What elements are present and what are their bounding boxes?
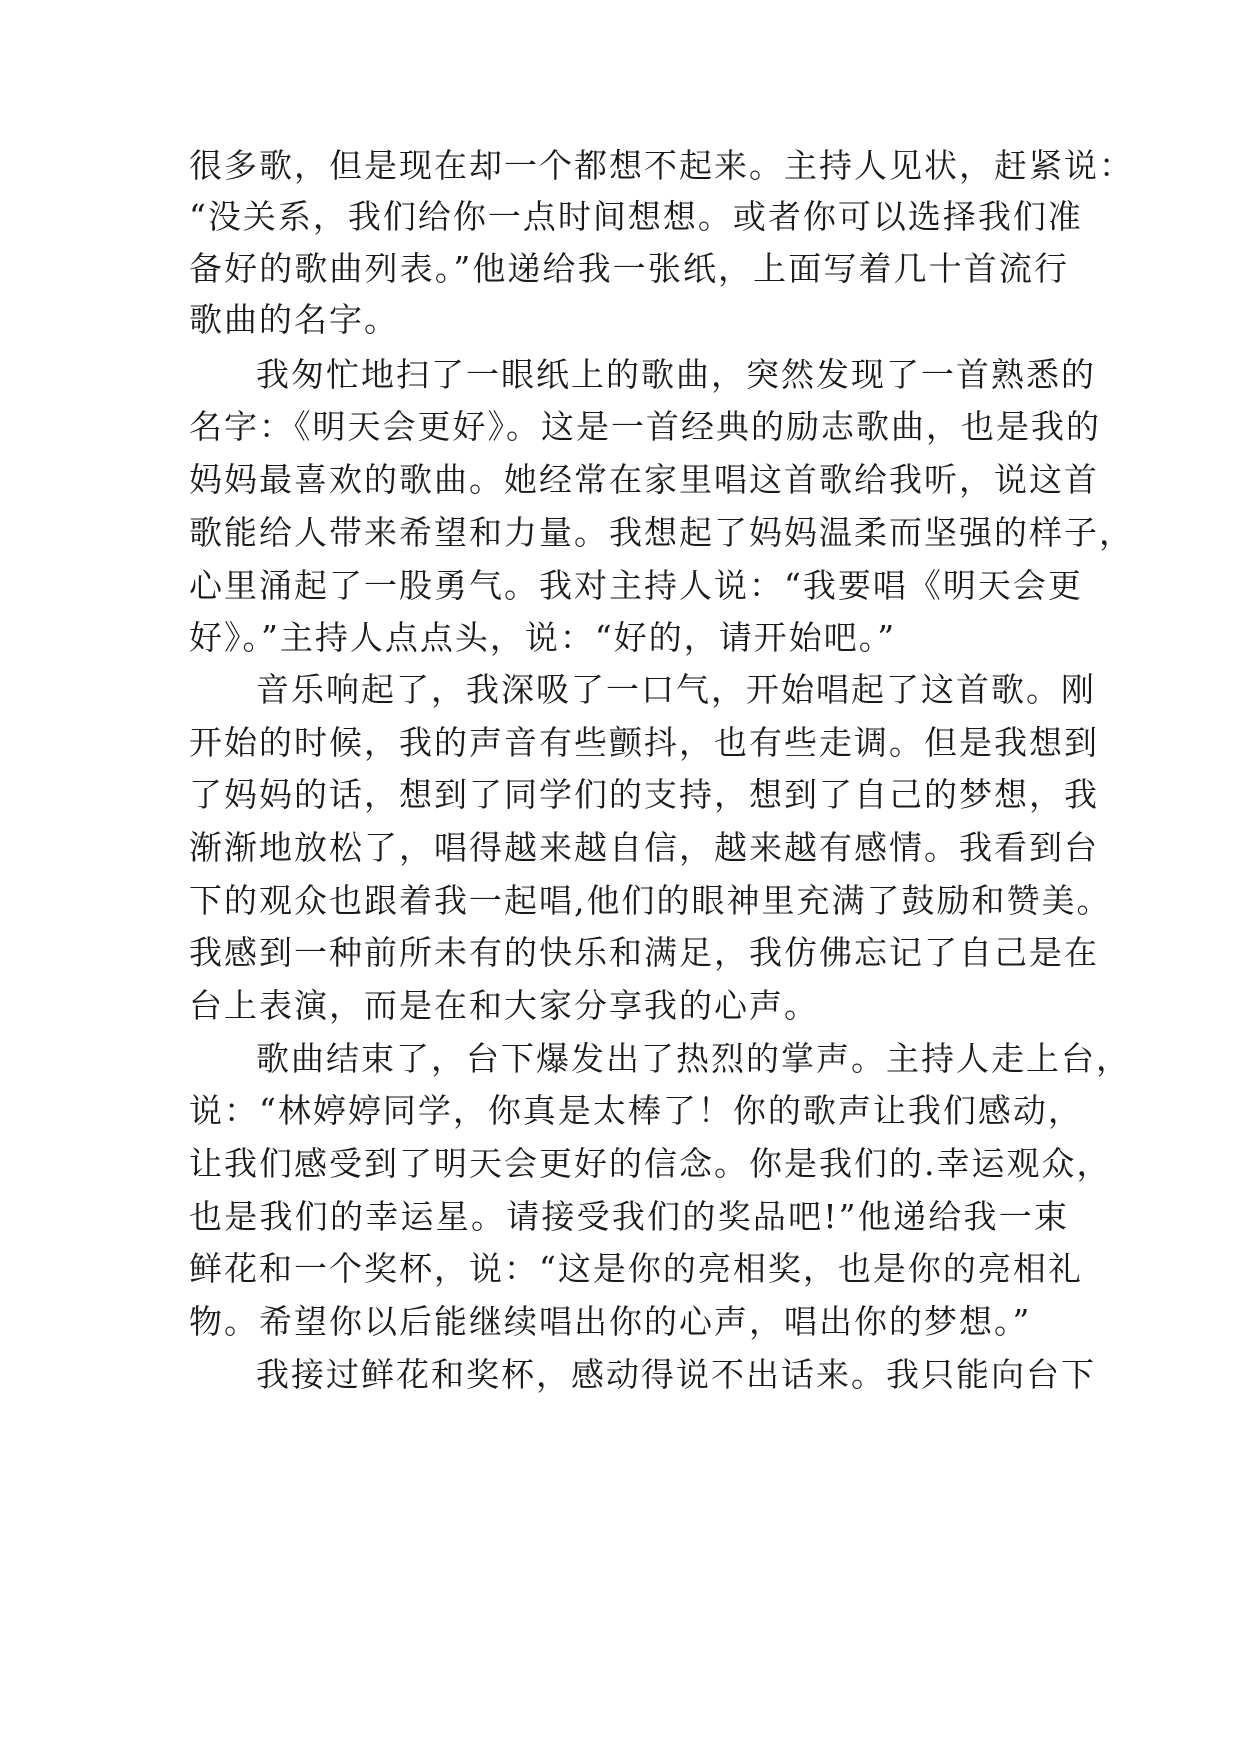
text-line: 说：“林婷婷同学，你真是太棒了！你的歌声让我们感动， [189,1091,1083,1130]
text-line: 我匆忙地扫了一眼纸上的歌曲，突然发现了一首熟悉的 [256,355,1096,394]
text-line: 让我们感受到了明天会更好的信念。你是我们的.幸运观众， [189,1144,1112,1183]
text-line: 我接过鲜花和奖杯，感动得说不出话来。我只能向台下 [256,1355,1096,1394]
text-line: 歌曲结束了，台下爆发出了热烈的掌声。主持人走上台， [256,1039,1131,1078]
text-line: 名字：《明天会更好》。这是一首经典的励志歌曲，也是我的 [189,407,1101,446]
text-line: 渐渐地放松了，唱得越来越自信，越来越有感情。我看到台 [189,828,1099,867]
text-line: 我感到一种前所未有的快乐和满足，我仿佛忘记了自己是在 [189,933,1099,972]
text-line: 下的观众也跟着我一起唱,他们的眼神里充满了鼓励和赞美。 [189,881,1112,920]
text-line: 歌曲的名字。 [189,300,399,339]
text-line: 鲜花和一个奖杯，说：“这是你的亮相奖，也是你的亮相礼 [189,1249,1083,1288]
text-line: 歌能给人带来希望和力量。我想起了妈妈温柔而坚强的样子， [189,513,1134,552]
text-line: 心里涌起了一股勇气。我对主持人说：“我要唱《明天会更 [189,566,1083,605]
text-line: 很多歌，但是现在却一个都想不起来。主持人见状，赶紧说： [189,146,1134,185]
text-line: “没关系，我们给你一点时间想想。或者你可以选择我们准 [189,197,1083,236]
text-line: 也是我们的幸运星。请接受我们的奖品吧!”他递给我一束 [189,1197,1069,1236]
text-line: 音乐响起了，我深吸了一口气，开始唱起了这首歌。刚 [256,670,1096,709]
text-line: 妈妈最喜欢的歌曲。她经常在家里唱这首歌给我听，说这首 [189,460,1099,499]
text-line: 台上表演，而是在和大家分享我的心声。 [189,986,819,1025]
text-line: 开始的时候，我的声音有些颤抖，也有些走调。但是我想到 [189,723,1099,762]
text-line: 备好的歌曲列表。”他递给我一张纸，上面写着几十首流行 [189,249,1069,288]
text-line: 物。希望你以后能继续唱出你的心声，唱出你的梦想。” [189,1302,1032,1341]
text-line: 好》。”主持人点点头，说：“好的，请开始吧。” [189,618,897,657]
text-line: 了妈妈的话，想到了同学们的支持，想到了自己的梦想，我 [189,775,1099,814]
